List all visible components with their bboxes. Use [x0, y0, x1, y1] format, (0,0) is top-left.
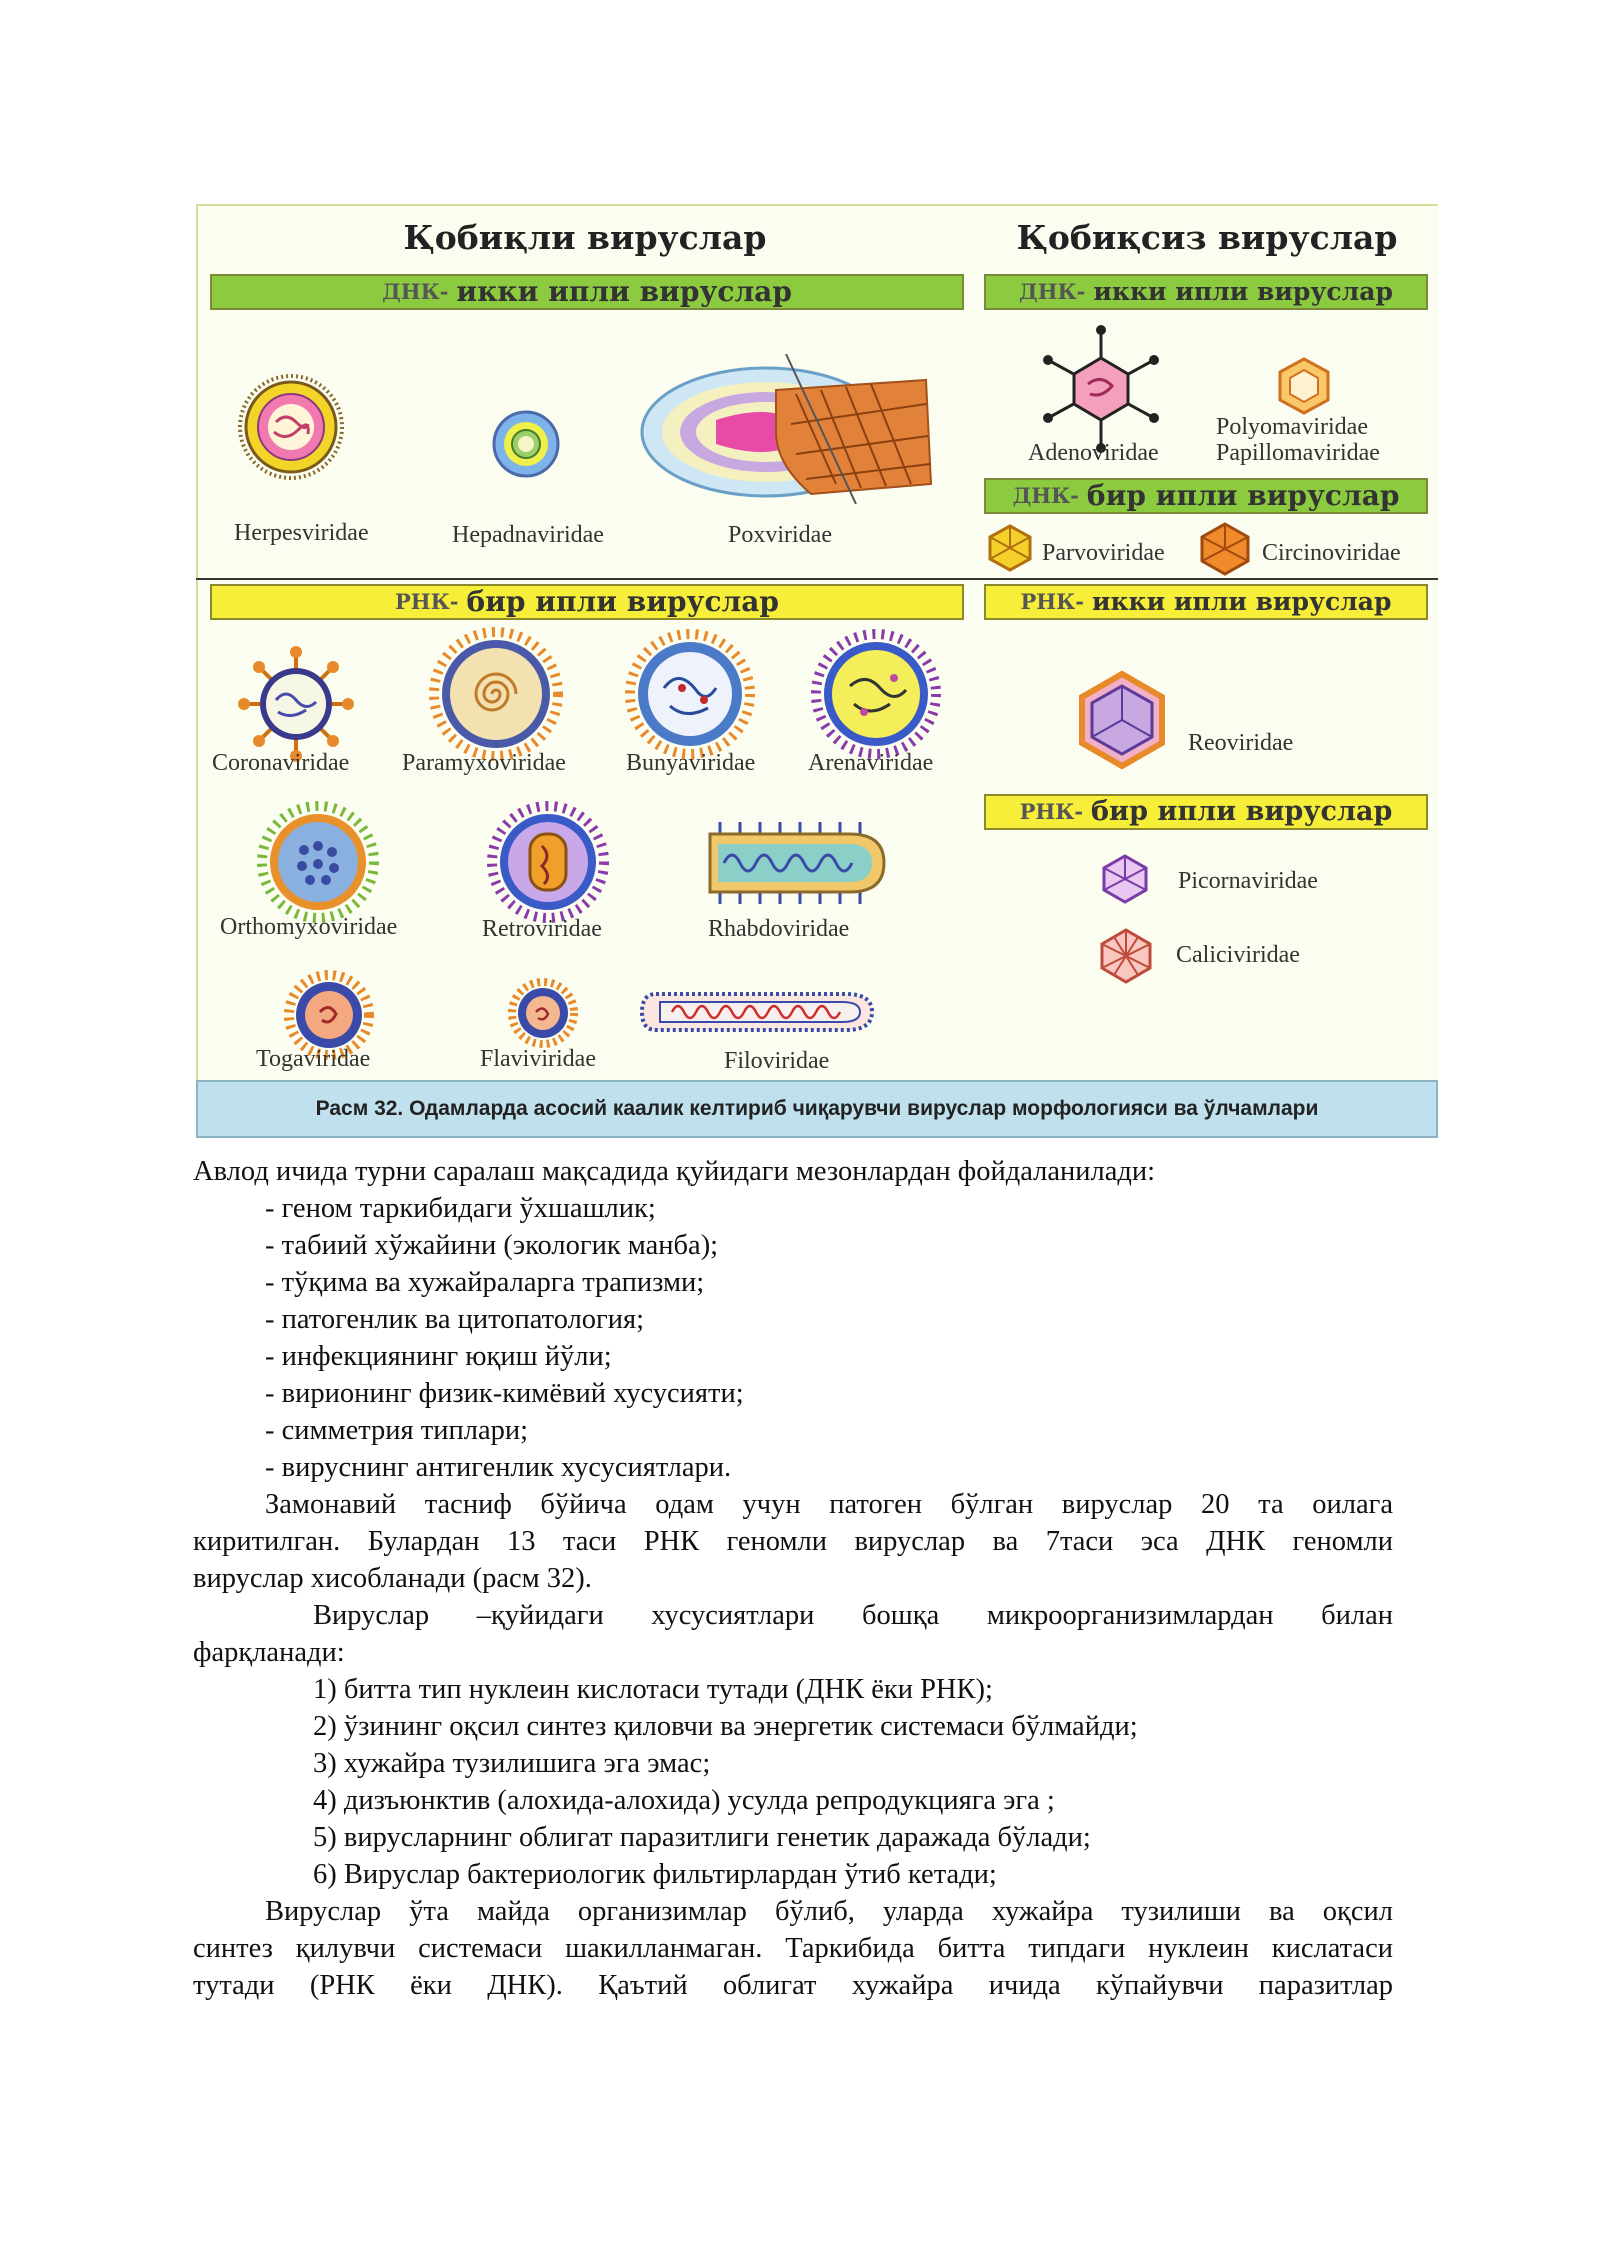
bar-prefix: РНК- [1019, 799, 1084, 824]
hepadnaviridae-label: Hepadnaviridae [452, 522, 604, 548]
bunyaviridae-icon [624, 628, 756, 760]
bar-prefix: ДНК- [382, 279, 449, 304]
bar-nonenveloped-rna-double [984, 584, 1428, 620]
flaviviridae-label: Flaviviridae [480, 1046, 596, 1072]
herpesviridae-label: Herpesviridae [234, 520, 369, 546]
reoviridae-label: Reoviridae [1188, 730, 1294, 756]
caliciviridae-label: Caliciviridae [1176, 942, 1300, 968]
paragraph-line: вируслар хисобланади (расм 32). [193, 1563, 592, 1594]
property-item: 6) Вируслар бактериологик фильтирлардан ўтиб кетади; [313, 1859, 997, 1890]
poxviridae-label: Poxviridae [728, 522, 832, 548]
bar-text: бир ипли вируслар [1091, 796, 1393, 827]
criteria-item: - вируснинг антигенлик хусусиятлари. [265, 1452, 732, 1483]
criteria-item: - патогенлик ва цитопатология; [265, 1304, 645, 1335]
picornaviridae-label: Picornaviridae [1178, 868, 1318, 894]
property-item: 3) хужайра тузилишига эга эмас; [313, 1748, 711, 1779]
bar-prefix: ДНК- [1019, 279, 1086, 304]
adenoviridae-label: Adenoviridae [1028, 440, 1159, 466]
flaviviridae-icon [508, 978, 578, 1048]
arenaviridae-icon [810, 628, 942, 760]
reoviridae-icon [1072, 670, 1172, 770]
bar-nonenveloped-rna-single [984, 794, 1428, 830]
circinoviridae-icon [1198, 522, 1252, 576]
bunyaviridae-label: Bunyaviridae [626, 750, 756, 776]
caliciviridae-icon [1098, 928, 1154, 984]
property-item: 5) вирусларнинг облигат паразитлиги генетик даражада бўлади; [313, 1822, 1091, 1853]
paragraph-line: Вируслар ўта майда организимлар бўлиб, уларда хужайра тузилиши ва оқсил [265, 1896, 1393, 1927]
paragraph-line: тутади (РНК ёки ДНК). Қаътий облигат хужайра ичида кўпайувчи паразитлар [193, 1970, 1393, 2001]
bar-text: икки ипли вируслар [1091, 587, 1392, 616]
paragraph-line: синтез қилувчи системаси шакилланмаган. Таркибида битта типдаги нуклеин кислатаси [193, 1933, 1393, 1964]
bar-text: икки ипли вируслар [456, 275, 792, 308]
virus-figure [196, 204, 1438, 1138]
criteria-item: - симметрия типлари; [265, 1415, 529, 1446]
hepadnaviridae-icon [491, 409, 561, 479]
adenoviridae-icon [1036, 324, 1166, 454]
coronaviridae-label: Coronaviridae [212, 750, 350, 776]
retroviridae-icon [486, 800, 610, 924]
filoviridae-icon [636, 984, 880, 1040]
togaviridae-label: Togaviridae [256, 1046, 371, 1072]
criteria-item: - геном таркибидаги ўхшашлик; [265, 1193, 656, 1224]
bar-prefix: ДНК- [1012, 483, 1079, 508]
criteria-item: - тўқима ва хужайраларга трапизми; [265, 1267, 705, 1298]
bar-text: бир ипли вируслар [1086, 479, 1400, 512]
polyomaviridae-label: Polyomaviridae [1216, 414, 1368, 440]
parvoviridae-icon [986, 524, 1034, 572]
bar-prefix: РНК- [1020, 589, 1084, 614]
coronaviridae-icon [236, 644, 356, 764]
paragraph-line: фарқланади: [193, 1637, 345, 1668]
property-item: 1) битта тип нуклеин кислотаси тутади (ДНК ёки РНК); [313, 1674, 993, 1705]
enveloped-title: Қобиқли вируслар [403, 218, 767, 257]
arenaviridae-label: Arenaviridae [808, 750, 934, 776]
non-enveloped-title: Қобиқсиз вируслар [1016, 218, 1398, 257]
orthomyxoviridae-icon [256, 800, 380, 924]
rhabdoviridae-icon [700, 820, 890, 906]
paramyxoviridae-label: Paramyxoviridae [402, 750, 566, 776]
bar-prefix: РНК- [395, 589, 459, 614]
polyomaviridae-icon [1274, 356, 1334, 416]
bar-text: бир ипли вируслар [466, 585, 779, 618]
paragraph-line: Вируслар –қуйидаги хусусиятлари бошқа микроорганизимлардан билан [313, 1600, 1393, 1631]
bar-nonenveloped-dna-double [984, 274, 1428, 310]
bar-enveloped-rna-single [210, 584, 964, 620]
retroviridae-label: Retroviridae [482, 916, 602, 942]
horizontal-divider [196, 578, 1438, 580]
bar-nonenveloped-dna-single [984, 478, 1428, 514]
bar-text: икки ипли вируслар [1093, 277, 1393, 306]
figure-caption: Расм 32. Одамларда асосий каалик келтириб чиқарувчи вируслар морфологияси ва ўлчамлари [196, 1080, 1438, 1138]
orthomyxoviridae-label: Orthomyxoviridae [220, 914, 398, 940]
property-item: 2) ўзининг оқсил синтез қиловчи ва энергетик системаси бўлмайди; [313, 1711, 1138, 1742]
papillomaviridae-label: Papillomaviridae [1216, 440, 1380, 466]
filoviridae-label: Filoviridae [724, 1048, 830, 1074]
picornaviridae-icon [1100, 854, 1150, 904]
criteria-item: - вирионинг физик-кимёвий хусусияти; [265, 1378, 744, 1409]
intro-text: Авлод ичида турни саралаш мақсадида қуйидаги мезонлардан фойдаланилади: [193, 1156, 1156, 1187]
rhabdoviridae-label: Rhabdoviridae [708, 916, 850, 942]
paragraph-line: Замонавий тасниф бўйича одам учун патоген бўлган вируслар 20 та оилага [265, 1489, 1393, 1520]
poxviridae-icon [636, 354, 936, 504]
herpesviridae-icon [236, 372, 346, 482]
paragraph-line: киритилган. Булардан 13 таси РНК геномли вируслар ва 7таси эса ДНК геномли [193, 1526, 1393, 1557]
criteria-item: - инфекциянинг юқиш йўли; [265, 1341, 612, 1372]
circinoviridae-label: Circinoviridae [1262, 540, 1401, 566]
property-item: 4) дизъюнктив (алохида-алохида) усулда репродукцияга эга ; [313, 1785, 1055, 1816]
bar-enveloped-dna-double [210, 274, 964, 310]
parvoviridae-label: Parvoviridae [1042, 540, 1165, 566]
criteria-item: - табиий хўжайини (экологик манба); [265, 1230, 719, 1261]
paramyxoviridae-icon [426, 624, 566, 764]
